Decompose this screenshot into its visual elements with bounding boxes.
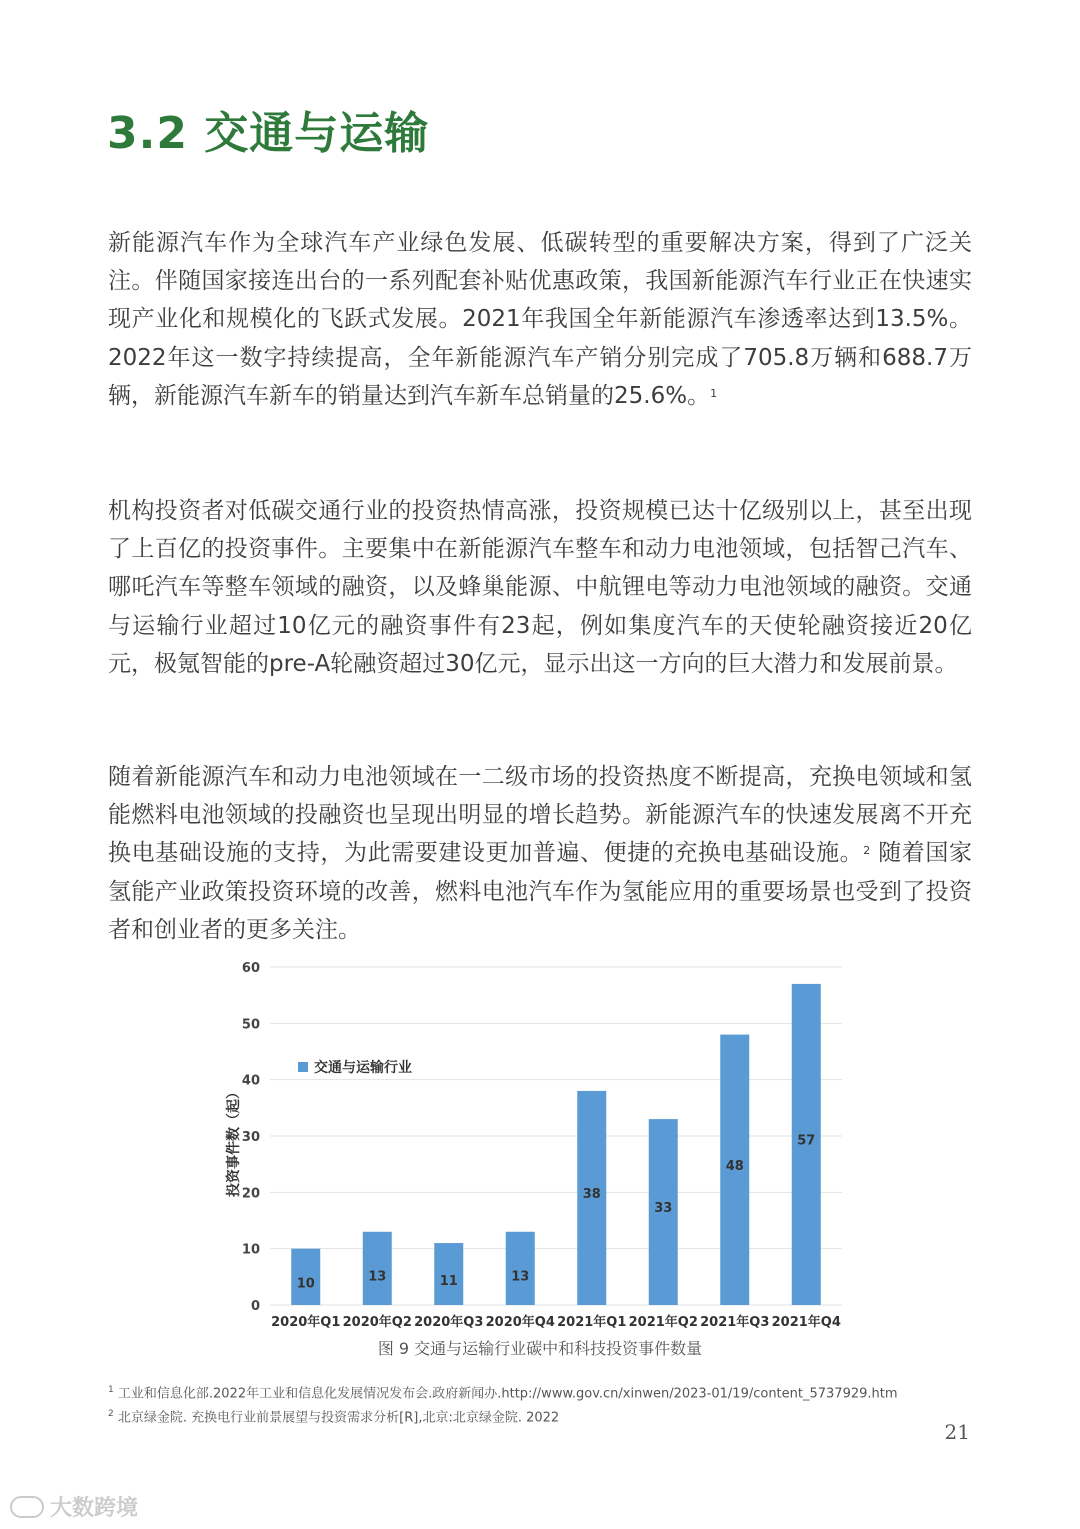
figure-caption: 图 9 交通与运输行业碳中和科技投资事件数量 bbox=[377, 1339, 703, 1358]
y-tick-label: 30 bbox=[241, 1130, 260, 1145]
x-tick-label: 2020年Q4 bbox=[485, 1315, 555, 1330]
bar-value-label: 10 bbox=[296, 1276, 315, 1292]
paragraph-text: 新能源汽车作为全球汽车产业绿色发展、低碳转型的重要解决方案，得到了广泛关注。伴随国家接连出台的一系列配套补贴优惠政策，我国新能源汽车行业正在快速实现产业化和规模化的飞跃式发展。2021年我国全年新能源汽车渗透率达到13.5%。2022年这一数字持续提高，全年新能源汽车产销分别完成了705.8万辆和688.7万辆，新能源汽车新车的销量达到汽车新车总销量的25.6%。 bbox=[108, 230, 972, 409]
bar bbox=[363, 1232, 392, 1305]
bar-value-label: 13 bbox=[511, 1269, 530, 1285]
x-tick-label: 2021年Q2 bbox=[628, 1315, 698, 1330]
legend-label: 交通与运输行业 bbox=[314, 1060, 412, 1076]
chart-svg bbox=[0, 955, 1080, 1335]
footnotes bbox=[108, 1380, 1008, 1429]
x-tick-label: 2020年Q2 bbox=[342, 1315, 412, 1330]
bar-value-label: 11 bbox=[439, 1274, 458, 1290]
legend-swatch bbox=[298, 1062, 308, 1072]
section-title: 3.2 交通与运输 bbox=[107, 108, 430, 159]
paragraph-investment: 机构投资者对低碳交通行业的投资热情高涨，投资规模已达十亿级别以上，甚至出现了上百亿的投资事件。主要集中在新能源汽车整车和动力电池领域，包括智己汽车、哪吒汽车等整车领域的融资，以及蜂巢能源、中航锂电等动力电池领域的融资。交通与运输行业超过10亿元的融资事件有23起，例如集度汽车的天使轮融资接近20亿元，极氪智能的pre-A轮融资超过30亿元，显示出这一方向的巨大潜力和发展前景。 bbox=[108, 498, 972, 677]
y-tick-label: 10 bbox=[241, 1242, 260, 1258]
bar-chart bbox=[0, 955, 1080, 1375]
x-tick-label: 2020年Q3 bbox=[414, 1315, 484, 1330]
footnote-ref[interactable]: 1 bbox=[710, 386, 718, 400]
footnote-ref[interactable]: 2 bbox=[863, 844, 871, 858]
watermark-logo-icon bbox=[10, 1496, 44, 1518]
bar-value-label: 48 bbox=[725, 1158, 744, 1174]
y-tick-label: 40 bbox=[241, 1073, 260, 1089]
paragraph-text: 随着国家氢能产业政策投资环境的改善，燃料电池汽车作为氢能应用的重要场景也受到了投资者和创业者的更多关注。 bbox=[108, 840, 973, 943]
y-tick-label: 20 bbox=[241, 1186, 260, 1202]
y-tick-label: 60 bbox=[241, 961, 260, 976]
x-tick-label: 2021年Q1 bbox=[557, 1315, 627, 1330]
y-tick-label: 0 bbox=[250, 1299, 260, 1314]
watermark bbox=[10, 1491, 138, 1522]
paragraph-charging-hydrogen bbox=[108, 758, 972, 949]
watermark-text: 大数跨境 bbox=[50, 1496, 139, 1521]
x-tick-label: 2020年Q1 bbox=[271, 1315, 341, 1330]
paragraph-ev-adoption bbox=[108, 224, 972, 415]
footnote-1: $^1$ 工业和信息化部.2022年工业和信息化发展情况发布会.政府新闻办.http://www.gov.cn/xinwen/2023-01/19/content_5737929.htm bbox=[108, 1385, 898, 1402]
x-tick-label: 2021年Q3 bbox=[700, 1315, 770, 1330]
bar-value-label: 38 bbox=[582, 1186, 601, 1202]
bar-value-label: 33 bbox=[654, 1201, 673, 1217]
footnote-2: $^2$ 北京绿金院. 充换电行业前景展望与投资需求分析[R],北京:北京绿金院. 2022 bbox=[108, 1409, 560, 1426]
bar-value-label: 13 bbox=[368, 1269, 387, 1285]
y-tick-label: 50 bbox=[241, 1017, 260, 1033]
x-tick-label: 2021年Q4 bbox=[771, 1315, 841, 1330]
bar bbox=[506, 1232, 535, 1305]
page-number: 21 bbox=[944, 1420, 970, 1444]
paragraph-text: 随着新能源汽车和动力电池领域在一二级市场的投资热度不断提高，充换电领域和氢能燃料电池领域的投融资也呈现出明显的增长趋势。新能源汽车的快速发展离不开充换电基础设施的支持，为此需要建设更加普遍、便捷的充换电基础设施。 bbox=[108, 764, 972, 867]
y-axis-label: 投资事件数（起） bbox=[226, 1085, 242, 1197]
bar-value-label: 57 bbox=[797, 1133, 816, 1149]
